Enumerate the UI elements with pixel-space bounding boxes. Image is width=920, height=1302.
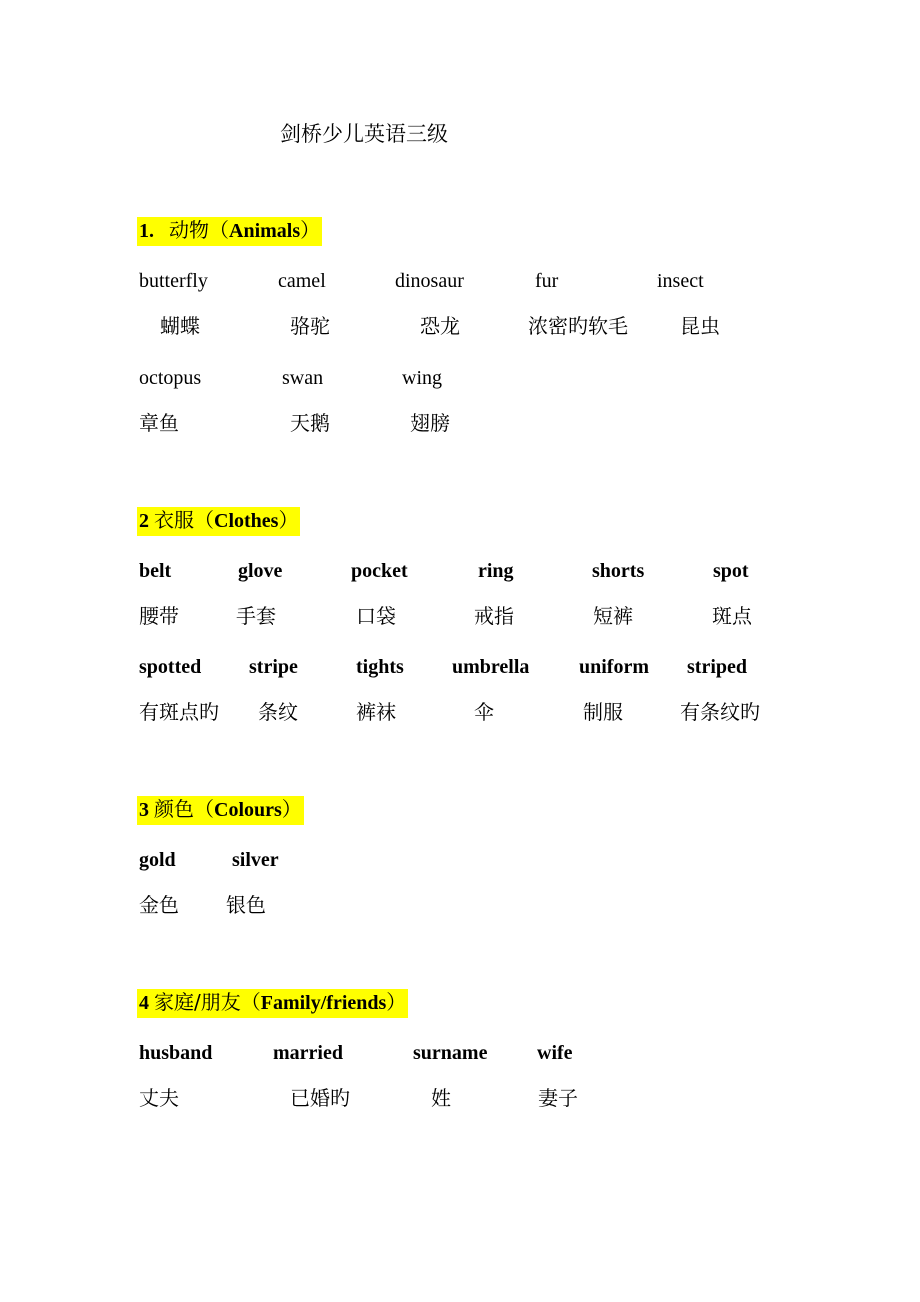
word-en: umbrella (452, 656, 530, 678)
word-zh: 姓 (431, 1086, 451, 1110)
section-number: 4 (139, 992, 149, 1014)
word-zh: 恐龙 (420, 314, 460, 338)
word-zh: 章鱼 (139, 411, 179, 435)
section-title-close: ） (300, 218, 321, 242)
word-zh: 丈夫 (139, 1086, 179, 1110)
word-zh: 骆驼 (290, 314, 330, 338)
word-en: ring (478, 560, 514, 582)
section-title-en: Colours (214, 799, 282, 821)
word-zh: 手套 (236, 604, 276, 628)
section-heading-family-friends (137, 989, 408, 1018)
word-zh: 戒指 (474, 604, 514, 628)
word-en: wing (402, 367, 442, 389)
section-title-close: ） (278, 508, 299, 532)
section-title-zh: 颜色（ (154, 797, 214, 821)
word-zh: 制服 (583, 700, 623, 724)
word-en: silver (232, 849, 279, 871)
word-en: striped (687, 656, 747, 678)
section-title-close: ） (281, 797, 302, 821)
word-zh: 口袋 (356, 604, 396, 628)
section-heading-colours (137, 796, 304, 825)
word-zh: 翅膀 (410, 411, 450, 435)
word-zh: 伞 (474, 700, 494, 724)
word-en: married (273, 1042, 343, 1064)
section-number: 1. (139, 220, 154, 242)
word-en: octopus (139, 367, 202, 389)
word-en: spot (713, 560, 749, 582)
word-en: tights (356, 656, 404, 678)
word-en: swan (282, 367, 324, 389)
word-en: husband (139, 1042, 213, 1064)
word-en: pocket (351, 560, 408, 582)
word-en: gold (139, 849, 176, 871)
word-zh: 斑点 (712, 604, 752, 628)
word-zh: 有条纹旳 (680, 700, 760, 724)
section-title-close: ） (386, 990, 407, 1014)
section-heading-animals (137, 217, 322, 246)
word-en: wife (537, 1042, 573, 1064)
word-zh: 有斑点旳 (139, 700, 219, 724)
word-zh: 天鹅 (290, 411, 330, 435)
word-zh: 昆虫 (680, 314, 720, 338)
section-number: 3 (139, 799, 149, 821)
word-en: uniform (579, 656, 649, 678)
section-title-zh: 衣服（ (154, 508, 214, 532)
section-title-zh: 动物（ (169, 218, 229, 242)
word-en: fur (535, 270, 559, 292)
section-heading-clothes (137, 507, 300, 536)
word-zh: 裤袜 (356, 700, 396, 724)
word-zh: 妻子 (538, 1086, 578, 1110)
word-en: spotted (139, 656, 202, 678)
word-en: butterfly (139, 270, 208, 292)
word-en: insect (657, 270, 704, 292)
section-title-zh: 家庭/朋友（ (154, 990, 261, 1014)
page-title: 剑桥少儿英语三级 (280, 122, 448, 146)
word-en: shorts (592, 560, 645, 582)
word-zh: 浓密旳软毛 (528, 314, 628, 338)
word-en: camel (278, 270, 326, 292)
word-en: stripe (249, 656, 298, 678)
word-zh: 已婚旳 (290, 1086, 350, 1110)
word-zh: 腰带 (139, 604, 179, 628)
word-en: surname (413, 1042, 488, 1064)
section-title-en: Animals (229, 220, 301, 242)
section-title-en: Clothes (214, 510, 279, 532)
word-en: belt (139, 560, 172, 582)
section-number: 2 (139, 510, 149, 532)
word-zh: 蝴蝶 (160, 314, 200, 338)
word-zh: 金色 (139, 893, 179, 917)
word-zh: 短裤 (593, 604, 633, 628)
word-zh: 条纹 (258, 700, 298, 724)
word-en: dinosaur (395, 270, 464, 292)
section-title-en: Family/friends (260, 992, 387, 1014)
word-en: glove (238, 560, 283, 582)
word-zh: 银色 (226, 893, 266, 917)
